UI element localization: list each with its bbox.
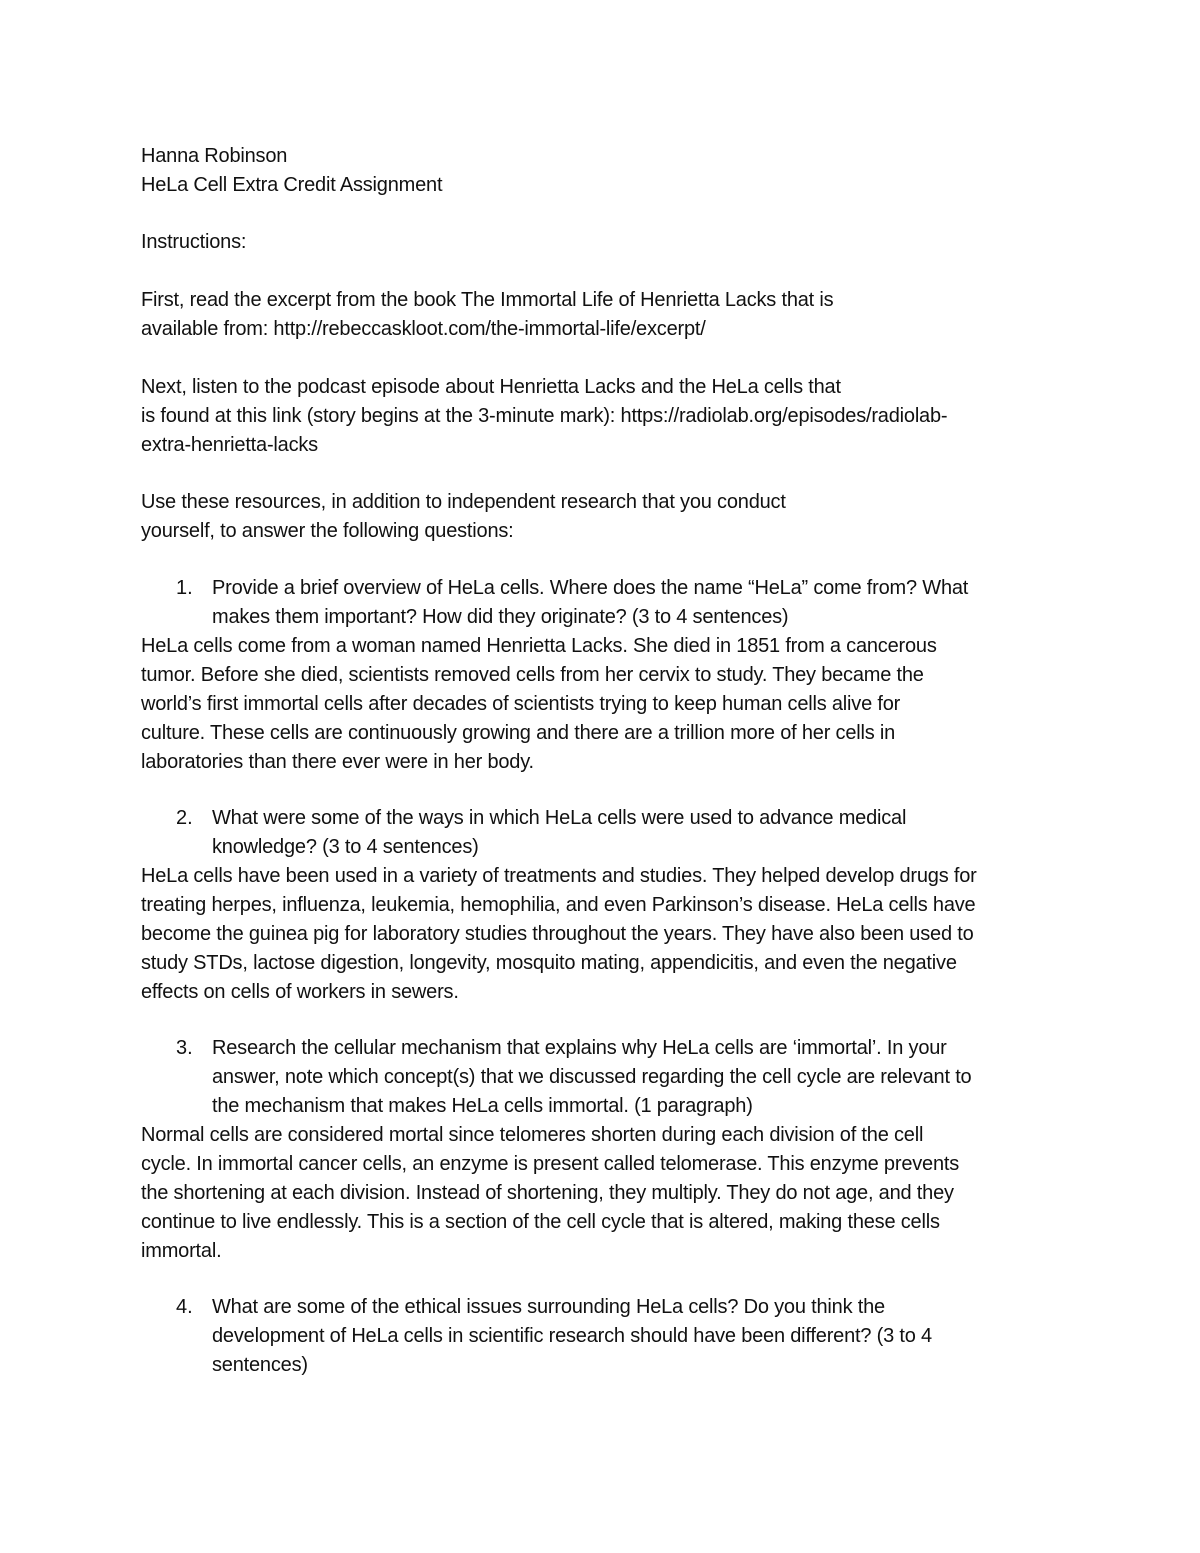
answer-text: the shortening at each division. Instead of shortening, they multiply. They do not age, and they bbox=[141, 1182, 954, 1204]
question-text: Provide a brief overview of HeLa cells. Where does the name “HeLa” come from? What bbox=[212, 577, 969, 599]
question-text: the mechanism that makes HeLa cells immortal. (1 paragraph) bbox=[212, 1095, 753, 1117]
instruction-use-line: yourself, to answer the following questions: bbox=[141, 520, 514, 542]
answer-text: continue to live endlessly. This is a section of the cell cycle that is altered, making these cells bbox=[141, 1211, 940, 1233]
answer-text: HeLa cells come from a woman named Henrietta Lacks. She died in 1851 from a cancerous bbox=[141, 635, 937, 657]
question-text: makes them important? How did they originate? (3 to 4 sentences) bbox=[212, 606, 789, 628]
answer-text: treating herpes, influenza, leukemia, hemophilia, and even Parkinson’s disease. HeLa cells have bbox=[141, 894, 976, 916]
instructions-heading: Instructions: bbox=[141, 231, 247, 253]
question-number: 1. bbox=[176, 577, 193, 599]
answer-text: HeLa cells have been used in a variety of treatments and studies. They helped develop drugs for bbox=[141, 865, 977, 887]
question-text: What are some of the ethical issues surrounding HeLa cells? Do you think the bbox=[212, 1296, 885, 1318]
answer-text: effects on cells of workers in sewers. bbox=[141, 981, 459, 1003]
question-text: answer, note which concept(s) that we discussed regarding the cell cycle are relevant to bbox=[212, 1066, 972, 1088]
question-number: 4. bbox=[176, 1296, 193, 1318]
answer-text: Normal cells are considered mortal since telomeres shorten during each division of the cell bbox=[141, 1124, 924, 1146]
answer-text: culture. These cells are continuously growing and there are a trillion more of her cells in bbox=[141, 722, 896, 744]
question-text: sentences) bbox=[212, 1354, 308, 1376]
instruction-next-line: is found at this link (story begins at the 3-minute mark): https://radiolab.org/episodes/radiolab- bbox=[141, 405, 948, 427]
instruction-first-line: First, read the excerpt from the book The Immortal Life of Henrietta Lacks that is bbox=[141, 289, 834, 311]
instruction-next-line: extra-henrietta-lacks bbox=[141, 434, 318, 456]
instruction-next-line: Next, listen to the podcast episode about Henrietta Lacks and the HeLa cells that bbox=[141, 376, 841, 398]
answer-text: become the guinea pig for laboratory studies throughout the years. They have also been used to bbox=[141, 923, 974, 945]
answer-text: laboratories than there ever were in her body. bbox=[141, 751, 534, 773]
answer-text: cycle. In immortal cancer cells, an enzyme is present called telomerase. This enzyme prevents bbox=[141, 1153, 960, 1175]
answer-text: tumor. Before she died, scientists removed cells from her cervix to study. They became the bbox=[141, 664, 924, 686]
question-text: development of HeLa cells in scientific research should have been different? (3 to 4 bbox=[212, 1325, 932, 1347]
author-name: Hanna Robinson bbox=[141, 145, 288, 167]
question-number: 2. bbox=[176, 807, 193, 829]
instruction-first-line: available from: http://rebeccaskloot.com/the-immortal-life/excerpt/ bbox=[141, 318, 706, 340]
instruction-use-line: Use these resources, in addition to independent research that you conduct bbox=[141, 491, 786, 513]
question-text: What were some of the ways in which HeLa cells were used to advance medical bbox=[212, 807, 907, 829]
question-text: knowledge? (3 to 4 sentences) bbox=[212, 836, 479, 858]
answer-text: world’s first immortal cells after decades of scientists trying to keep human cells alive for bbox=[141, 693, 901, 715]
question-number: 3. bbox=[176, 1037, 193, 1059]
assignment-title: HeLa Cell Extra Credit Assignment bbox=[141, 174, 443, 196]
question-text: Research the cellular mechanism that explains why HeLa cells are ‘immortal’. In your bbox=[212, 1037, 947, 1059]
answer-text: immortal. bbox=[141, 1240, 222, 1262]
answer-text: study STDs, lactose digestion, longevity, mosquito mating, appendicitis, and even the negative bbox=[141, 952, 957, 974]
